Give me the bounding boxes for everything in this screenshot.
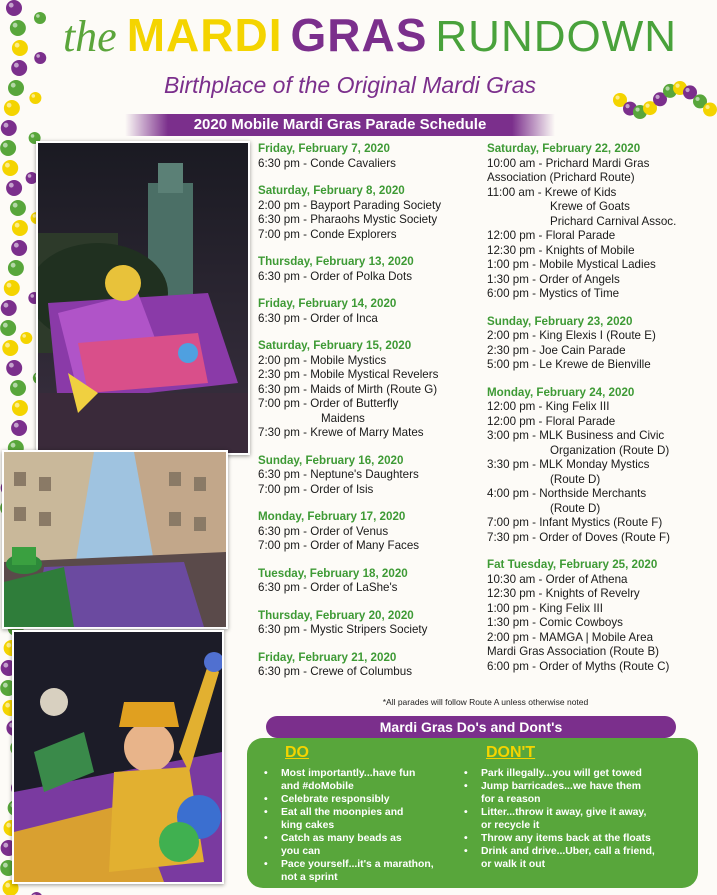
do-list <box>261 767 461 884</box>
parade-entry: Krewe of Goats <box>550 200 630 213</box>
schedule-day <box>487 142 712 302</box>
parade-entry: 4:00 pm - Northside Merchants <box>487 487 647 500</box>
tip-item: not a sprint <box>281 872 338 883</box>
parade-entry: 6:30 pm - Pharaohs Mystic Society <box>258 213 438 226</box>
parade-entry: 1:00 pm - Mobile Mystical Ladies <box>487 258 656 271</box>
dos-donts-banner: Mardi Gras Do's and Dont's <box>266 716 676 738</box>
parade-entry: 7:00 pm - Order of Isis <box>258 482 374 496</box>
parade-entry: 12:30 pm - Knights of Revelry <box>487 587 640 600</box>
bead <box>12 400 28 416</box>
bead <box>2 340 18 356</box>
bead <box>4 280 20 296</box>
schedule-day <box>487 315 712 373</box>
parade-entry: 2:30 pm - Mobile Mystical Revelers <box>258 368 439 381</box>
parade-entry: 7:30 pm - Krewe of Marry Mates <box>258 426 424 439</box>
bead <box>8 80 24 96</box>
parade-entry: 2:00 pm - King Elexis I (Route E) <box>487 329 656 342</box>
tip-item: • Pace yourself...it's a marathon, <box>261 858 461 871</box>
bead <box>10 20 26 36</box>
schedule-date: Thursday, February 13, 2020 <box>258 255 414 268</box>
dont-heading: DON'T <box>486 744 536 761</box>
bead <box>0 140 16 156</box>
parade-entry: 1:00 pm - King Felix III <box>487 601 603 615</box>
schedule-day <box>258 142 483 171</box>
schedule-day <box>487 558 712 674</box>
parade-entry: 12:00 pm - King Felix III <box>487 400 610 413</box>
bead <box>34 52 46 64</box>
parade-entry: 2:00 pm - Mobile Mystics <box>258 353 387 367</box>
schedule-date: Sunday, February 16, 2020 <box>258 453 404 467</box>
schedule-column-right <box>487 142 712 687</box>
parade-entry: 6:00 pm - Mystics of Time <box>487 287 620 300</box>
schedule-day <box>258 184 483 242</box>
parade-entry: 6:30 pm - Crewe of Columbus <box>258 665 413 678</box>
tip-item: for a reason <box>481 794 541 805</box>
schedule-column-left <box>258 142 483 693</box>
tip-item: • Throw any items back at the floats <box>461 832 693 845</box>
schedule-day <box>258 651 483 680</box>
bead <box>12 220 28 236</box>
subtitle: Birthplace of the Original Mardi Gras <box>164 72 536 98</box>
bead <box>2 160 18 176</box>
parade-entry: 6:30 pm - Order of LaShe's <box>258 581 398 594</box>
schedule-date: Tuesday, February 18, 2020 <box>258 566 408 580</box>
parade-entry: 6:30 pm - Neptune's Daughters <box>258 468 419 481</box>
parade-entry: 6:30 pm - Mystic Stripers Society <box>258 623 428 636</box>
schedule-date: Saturday, February 15, 2020 <box>258 339 412 352</box>
parade-entry: 6:30 pm - Maids of Mirth (Route G) <box>258 382 438 396</box>
parade-entry: 12:00 pm - Floral Parade <box>487 414 616 428</box>
parade-float-night-photo <box>36 141 250 455</box>
parade-entry: 3:30 pm - MLK Monday Mystics <box>487 458 650 471</box>
tip-item: • Catch as many beads as <box>261 832 461 845</box>
tip-item: king cakes <box>281 820 335 831</box>
parade-entry: 11:00 am - Krewe of Kids <box>487 185 617 199</box>
parade-entry: 10:00 am - Prichard Mardi Gras <box>487 156 650 170</box>
tip-item: and #doMobile <box>281 781 354 792</box>
parade-entry: Organization (Route D) <box>550 443 670 457</box>
schedule-day <box>258 567 483 596</box>
parade-entry: 6:30 pm - Conde Cavaliers <box>258 156 396 170</box>
schedule-date: Saturday, February 8, 2020 <box>258 184 405 197</box>
bead <box>4 100 20 116</box>
parade-entry: 2:30 pm - Joe Cain Parade <box>487 343 626 357</box>
tip-item: • Park illegally...you will get towed <box>461 767 693 780</box>
schedule-day <box>258 609 483 638</box>
schedule-date: Friday, February 14, 2020 <box>258 297 397 310</box>
schedule-day <box>258 255 483 284</box>
bead <box>6 180 22 196</box>
bead <box>703 103 717 117</box>
parade-entry: 1:30 pm - Comic Cowboys <box>487 616 623 629</box>
bead <box>1 120 17 136</box>
schedule-date: Monday, February 17, 2020 <box>258 510 406 523</box>
tip-item: or recycle it <box>481 820 540 831</box>
parade-entry: Prichard Carnival Assoc. <box>550 214 677 228</box>
page-title <box>50 9 690 61</box>
schedule-day <box>258 297 483 326</box>
parade-entry: 7:00 pm - Conde Explorers <box>258 227 397 241</box>
bead <box>11 60 27 76</box>
parade-entry: 7:30 pm - Order of Doves (Route F) <box>487 530 670 544</box>
parade-entry: (Route D) <box>550 501 601 515</box>
parade-entry: 2:00 pm - Bayport Parading Society <box>258 198 442 212</box>
bead <box>0 320 16 336</box>
schedule-date: Friday, February 7, 2020 <box>258 142 390 155</box>
parade-entry: 7:00 pm - Order of Many Faces <box>258 539 420 552</box>
bead <box>8 260 24 276</box>
parade-entry: Mardi Gras Association (Route B) <box>487 645 660 658</box>
parade-entry: (Route D) <box>550 472 601 486</box>
parade-entry: 6:00 pm - Order of Myths (Route C) <box>487 659 670 673</box>
tip-item: • Celebrate responsibly <box>261 793 461 806</box>
parade-entry: 6:30 pm - Order of Polka Dots <box>258 269 413 283</box>
parade-entry: 10:30 am - Order of Athena <box>487 572 628 586</box>
bead <box>1 300 17 316</box>
title-gras: GRAS <box>290 9 428 61</box>
bead <box>20 332 32 344</box>
bead <box>11 240 27 256</box>
do-heading: DO <box>285 744 309 761</box>
parade-entry: 7:00 pm - Order of Butterfly <box>258 397 399 410</box>
title-rundown: RUNDOWN <box>435 12 678 61</box>
schedule-day <box>487 386 712 546</box>
parade-entry: 5:00 pm - Le Krewe de Bienville <box>487 358 651 371</box>
schedule-day <box>258 339 483 441</box>
schedule-banner: 2020 Mobile Mardi Gras Parade Schedule <box>125 114 555 136</box>
title-mardi: MARDI <box>126 9 283 61</box>
tip-item: you can <box>281 846 321 857</box>
schedule-date: Saturday, February 22, 2020 <box>487 142 641 155</box>
schedule-date: Sunday, February 23, 2020 <box>487 314 633 328</box>
parade-entry: Maidens <box>321 411 365 425</box>
schedule-date: Monday, February 24, 2020 <box>487 385 635 399</box>
bead <box>10 380 26 396</box>
parade-entry: 12:00 pm - Floral Parade <box>487 229 616 242</box>
bead <box>11 420 27 436</box>
bead <box>34 12 46 24</box>
parade-entry: 1:30 pm - Order of Angels <box>487 272 620 286</box>
tip-item: • Most importantly...have fun <box>261 767 461 780</box>
schedule-date: Friday, February 21, 2020 <box>258 650 397 664</box>
tip-item: • Drink and drive...Uber, call a friend, <box>461 845 693 858</box>
parade-entry: 3:00 pm - MLK Business and Civic <box>487 429 665 442</box>
route-note: *All parades will follow Route A unless otherwise noted <box>382 697 589 707</box>
schedule-day <box>258 454 483 498</box>
schedule-date: Fat Tuesday, February 25, 2020 <box>487 558 658 571</box>
schedule-day <box>258 510 483 554</box>
schedule-date: Thursday, February 20, 2020 <box>258 608 414 622</box>
bead <box>6 360 22 376</box>
title-the: the <box>62 12 117 61</box>
dont-list <box>461 767 693 871</box>
parade-entry: 2:00 pm - MAMGA | Mobile Area <box>487 630 654 644</box>
tip-item: or walk it out <box>481 859 546 870</box>
parade-entry: Association (Prichard Route) <box>487 171 635 184</box>
tip-item: • Jump barricades...we have them <box>461 780 693 793</box>
tip-item: • Eat all the moonpies and <box>261 806 461 819</box>
parade-entry: 12:30 pm - Knights of Mobile <box>487 243 635 257</box>
bead <box>12 40 28 56</box>
bead <box>6 0 22 16</box>
bead <box>29 92 41 104</box>
parade-crowd-street-photo <box>2 450 228 629</box>
parade-entry: 6:30 pm - Order of Venus <box>258 524 389 538</box>
parade-rider-throwing-photo <box>12 630 224 884</box>
bead <box>10 200 26 216</box>
parade-entry: 7:00 pm - Infant Mystics (Route F) <box>487 516 663 529</box>
tip-item: • Litter...throw it away, give it away, <box>461 806 693 819</box>
parade-entry: 6:30 pm - Order of Inca <box>258 311 378 325</box>
